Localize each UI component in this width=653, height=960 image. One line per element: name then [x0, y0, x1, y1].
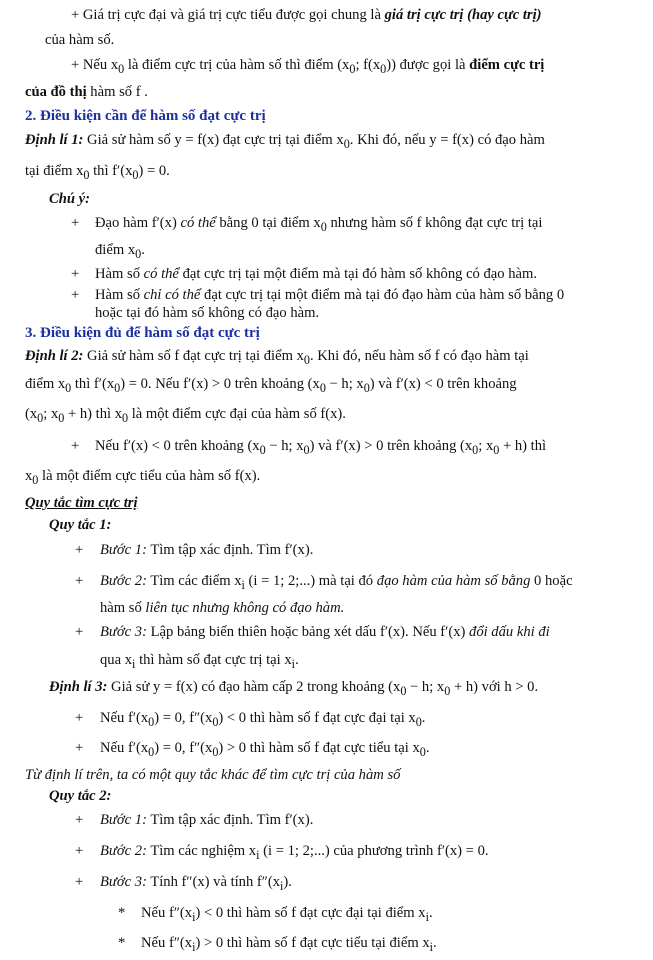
note-3-line-2: hoặc tại đó hàm số không có đạo hàm.: [95, 305, 320, 321]
note-heading: Chú ý:: [49, 191, 90, 207]
rule-2-sub-1: Nếu $f''(x_i) < 0$ thì hàm số f đạt cực đại tại điểm $x_i$.: [141, 905, 433, 924]
rule-2-step-3: Bước 3: Tính f″(x) và tính $f''(x_i)$.: [100, 874, 292, 893]
heading-section-2: 2. Điều kiện cần để hàm số đạt cực trị: [25, 108, 266, 124]
term-gia-tri-cuc-tri: giá trị cực trị (hay cực trị): [384, 7, 542, 23]
rule-2-heading: Quy tắc 2:: [49, 788, 112, 804]
theorem-2-line-5: $x_0$ là một điểm cực tiểu của hàm số f(x).: [25, 468, 261, 487]
note-2: Hàm số có thể đạt cực trị tại một điểm mà tại đó hàm số không có đạo hàm.: [95, 266, 537, 282]
theorem-2-line-4: Nếu f′(x) < 0 trên khoảng ($x_0 - h$; $x_0$) và f′(x) > 0 trên khoảng ($x_0$; $x_0 + h$) thì: [95, 438, 547, 457]
rule-1-heading: Quy tắc 1:: [49, 517, 112, 533]
rule-2-sub-2: Nếu $f''(x_i) > 0$ thì hàm số f đạt cực tiểu tại điểm $x_i$.: [141, 935, 437, 954]
bullet-plus: +: [75, 843, 84, 859]
bullet-plus: +: [75, 710, 84, 726]
rule-2-step-1: Bước 1: Tìm tập xác định. Tìm f′(x).: [100, 812, 314, 828]
note-1-line-1: Đạo hàm f′(x) có thể bằng 0 tại điểm $x_0$ nhưng hàm số f không đạt cực trị tại: [95, 215, 543, 234]
rule-1-step-3-line-1: Bước 3: Lập bảng biến thiên hoặc bảng xét dấu f′(x). Nếu f′(x) đổi dấu khi đi: [100, 624, 550, 640]
rule-1-step-2-line-2: hàm số liên tục nhưng không có đạo hàm.: [100, 600, 345, 616]
transition-sentence: Từ định lí trên, ta có một quy tắc khác để tìm cực trị của hàm số: [25, 767, 401, 783]
bullet-plus: +: [75, 573, 84, 589]
theorem-2-line-2: điểm $x_0$ thì $f'(x_0) = 0$. Nếu f′(x) > 0 trên khoảng ($x_0 - h$; $x_0$) và f′(x) < 0 trên khoảng: [25, 376, 517, 395]
theorem-3: Định lí 3: Giả sử y = f(x) có đạo hàm cấp 2 trong khoảng ($x_0 - h$; $x_0 + h$) với h > 0.: [49, 679, 539, 698]
line-1: + Giá trị cực đại và giá trị cực tiểu được gọi chung là giá trị cực trị (hay cực trị): [71, 7, 542, 23]
bullet-star: *: [118, 935, 126, 951]
bullet-plus: +: [71, 266, 80, 282]
theorem-3-case-1: Nếu $f'(x_0) = 0$, $f''(x_0) < 0$ thì hàm số f đạt cực đại tại $x_0$.: [100, 710, 426, 729]
rule-2-step-2: Bước 2: Tìm các nghiệm $x_i$ (i = 1; 2;...) của phương trình f′(x) = 0.: [100, 843, 489, 862]
rule-1-step-3-line-2: qua $x_i$ thì hàm số đạt cực trị tại $x_i$.: [100, 652, 299, 671]
line-3: + Nếu $x_0$ là điểm cực trị của hàm số thì điểm ($x_0$; $f(x_0)$) được gọi là điểm cực trị: [71, 57, 545, 76]
theorem-1-line-2: tại điểm $x_0$ thì $f'(x_0) = 0$.: [25, 163, 170, 182]
heading-section-3: 3. Điều kiện đủ để hàm số đạt cực trị: [25, 325, 260, 341]
bullet-plus: +: [71, 287, 80, 303]
bullet-plus: +: [75, 812, 84, 828]
rule-1-step-2-line-1: Bước 2: Tìm các điểm $x_i$ (i = 1; 2;...) mà tại đó đạo hàm của hàm số bằng 0 hoặc: [100, 573, 573, 592]
note-3-line-1: Hàm số chỉ có thể đạt cực trị tại một điểm mà tại đó đạo hàm của hàm số bằng 0: [95, 287, 565, 303]
theorem-1-line-1: Định lí 1: Giả sử hàm số y = f(x) đạt cực trị tại điểm $x_0$. Khi đó, nếu y = f(x) có đạo hàm: [25, 132, 545, 151]
bullet-star: *: [118, 905, 126, 921]
note-1-line-2: điểm $x_0$.: [95, 242, 145, 261]
bullet-plus: +: [71, 215, 80, 231]
theorem-2-line-3: ($x_0$; $x_0 + h$) thì $x_0$ là một điểm cực đại của hàm số f(x).: [25, 406, 346, 425]
theorem-2-line-1: Định lí 2: Giả sử hàm số f đạt cực trị tại điểm $x_0$. Khi đó, nếu hàm số f có đạo hàm tại: [25, 348, 529, 367]
rules-heading: Quy tắc tìm cực trị: [25, 495, 138, 511]
theorem-3-case-2: Nếu $f'(x_0) = 0$, $f''(x_0) > 0$ thì hàm số f đạt cực tiểu tại $x_0$.: [100, 740, 430, 759]
bullet-plus: +: [75, 740, 84, 756]
bullet-plus: +: [75, 542, 84, 558]
bullet-plus: +: [75, 624, 84, 640]
bullet-plus: +: [71, 438, 80, 454]
rule-1-step-1: Bước 1: Tìm tập xác định. Tìm f′(x).: [100, 542, 314, 558]
line-2: của hàm số.: [45, 32, 115, 48]
line-4: của đồ thị hàm số f .: [25, 84, 148, 100]
bullet-plus: +: [75, 874, 84, 890]
